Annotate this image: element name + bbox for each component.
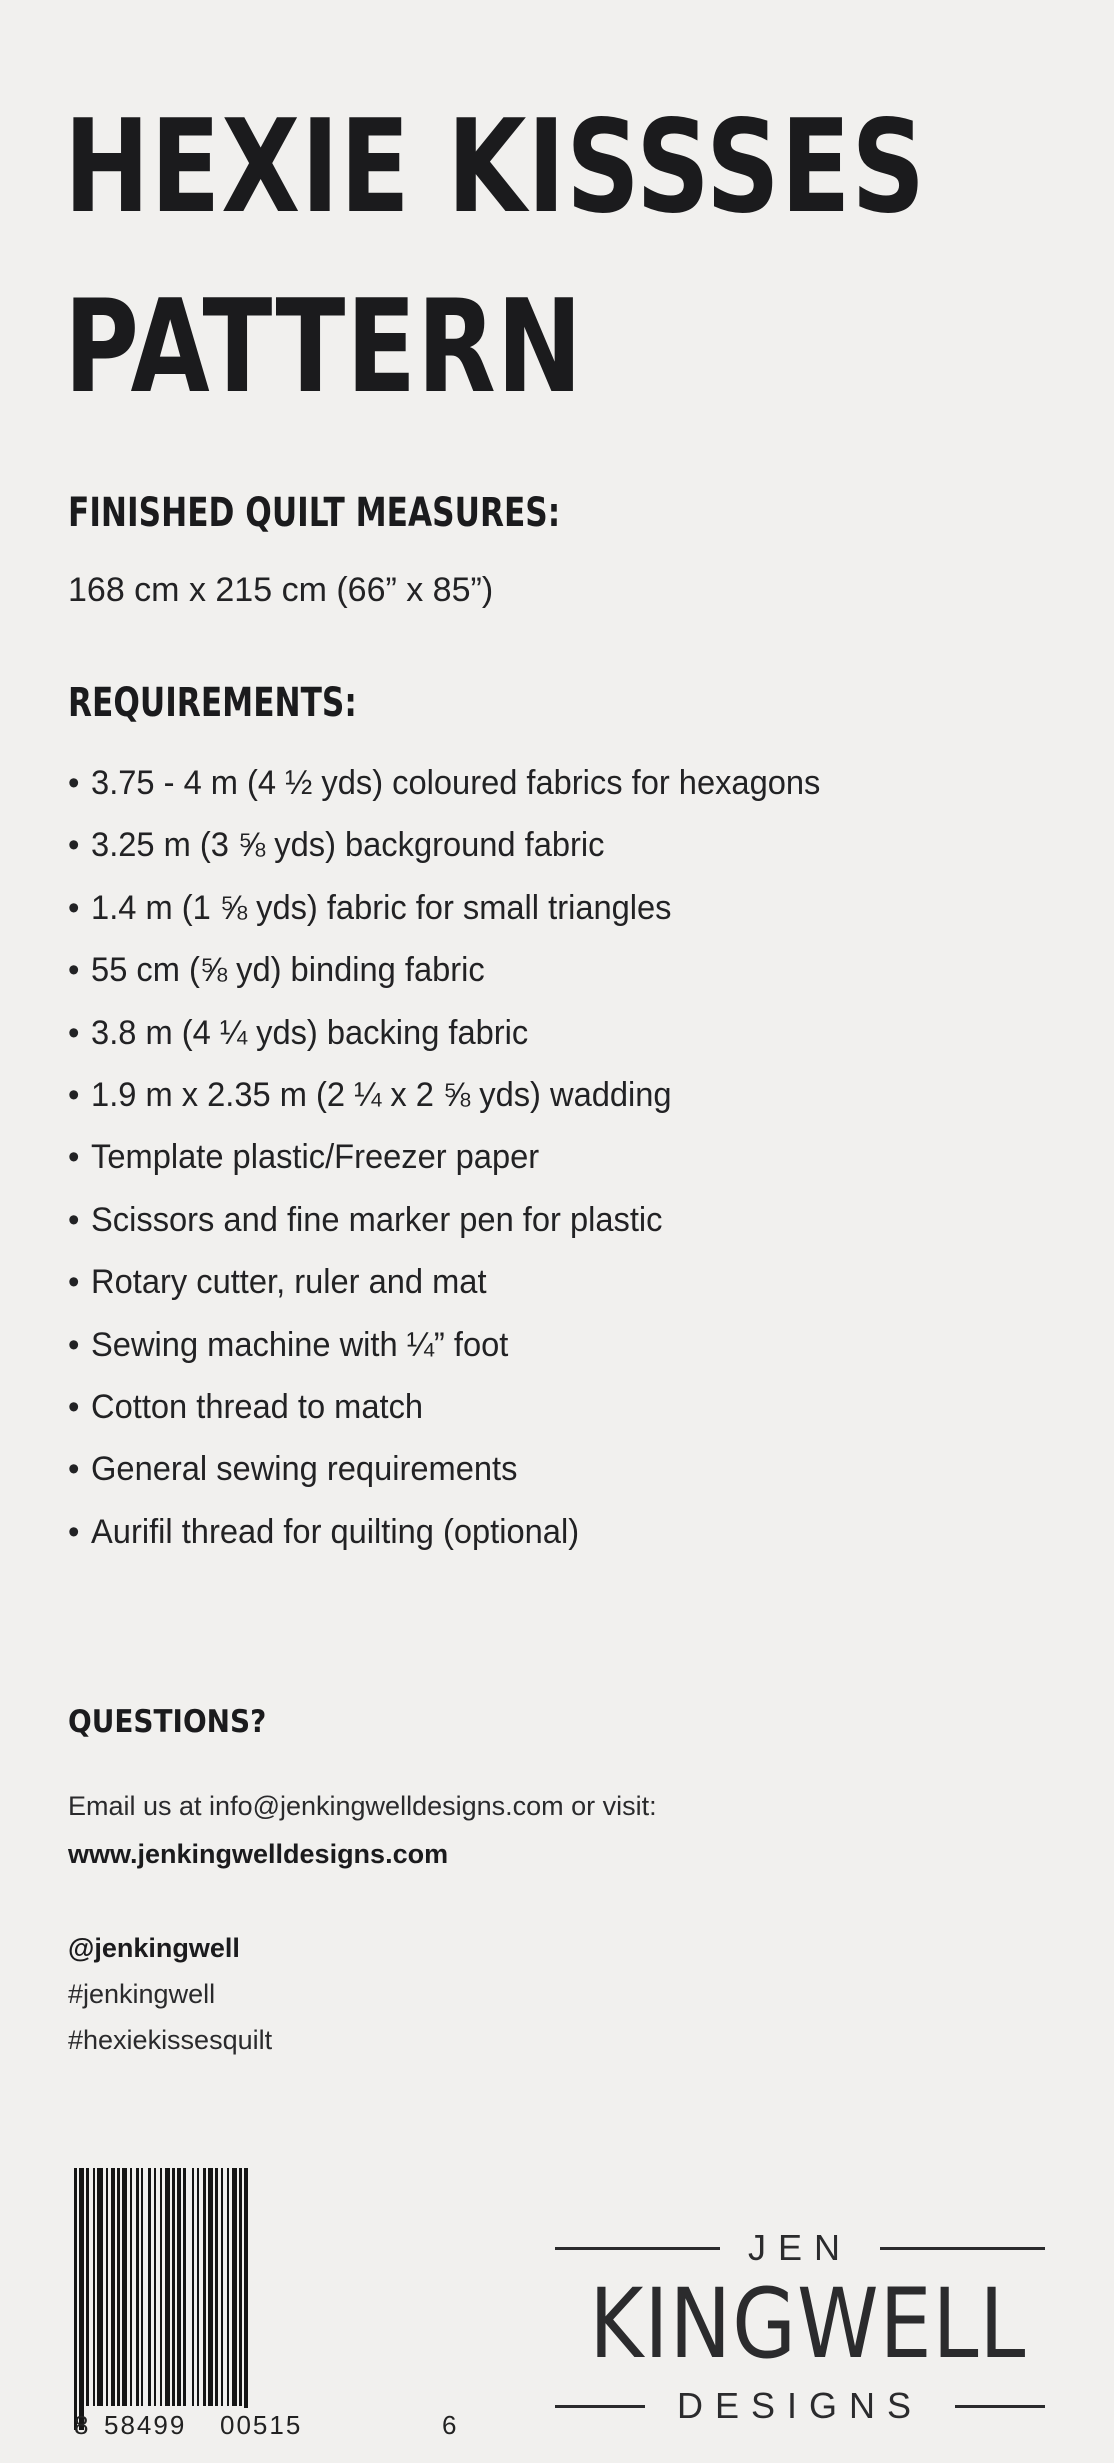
logo-designs: DESIGNS [676,2385,924,2426]
barcode-bar [197,2168,199,2406]
barcode-bar [192,2168,194,2406]
barcode-bar [117,2168,120,2406]
requirement-item: • 3.75 - 4 m (4 ½ yds) coloured fabrics for hexagons [68,752,820,814]
logo-kingwell: KINGWELL [589,2268,1027,2380]
requirements-list [68,752,852,1563]
requirement-item: • Sewing machine with ¼” foot [68,1314,820,1376]
requirement-item: • General sewing requirements [68,1438,820,1500]
barcode-group-1: 58499 [104,2410,187,2438]
requirement-item: • 3.25 m (3 ⅝ yds) background fabric [68,814,820,876]
social-handle[interactable]: @jenkingwell [68,1933,240,1963]
logo-rule [880,2247,1045,2250]
barcode-bar [148,2168,151,2406]
barcode-bar [93,2168,95,2406]
barcode-bar [74,2168,77,2430]
barcode-bar [244,2168,248,2430]
barcode-bar [183,2168,186,2406]
title-line-2: PATTERN [64,273,584,422]
requirement-item: • Rotary cutter, ruler and mat [68,1251,820,1313]
barcode-bar [130,2168,132,2406]
barcode-bars [74,2168,248,2430]
barcode-digit-last: 6 [442,2410,457,2438]
jen-kingwell-logo [555,2228,1045,2428]
bullet: • [68,1325,80,1364]
website-link[interactable]: www.jenkingwelldesigns.com [68,1839,449,1869]
barcode-bar [203,2168,206,2406]
barcode-bar [208,2168,213,2406]
bullet: • [68,1076,80,1115]
requirement-item: • Aurifil thread for quilting (optional) [68,1501,820,1563]
barcode-group-2: 00515 [220,2410,303,2438]
requirement-item: • Template plastic/Freezer paper [68,1126,820,1188]
barcode-bar [111,2168,115,2406]
bullet: • [68,1450,80,1489]
barcode-bar [154,2168,156,2406]
hashtag-jenkingwell[interactable]: #jenkingwell [68,1979,216,2009]
bullet: • [68,951,80,990]
requirement-item: • 55 cm (⅝ yd) binding fabric [68,939,820,1001]
bullet: • [68,1013,80,1052]
barcode-bar [79,2168,84,2430]
barcode-bar [136,2168,139,2406]
requirement-item: • 1.9 m x 2.35 m (2 ¼ x 2 ⅝ yds) wadding [68,1064,820,1126]
barcode-bar [106,2168,108,2406]
requirements-heading: REQUIREMENTS: [68,680,357,726]
requirement-item: • 1.4 m (1 ⅝ yds) fabric for small triangles [68,877,820,939]
logo-jen: JEN [747,2227,852,2268]
barcode-bar [86,2168,89,2406]
title-line-1: HEXIE KISSSES [64,93,926,242]
bullet: • [68,1512,80,1551]
logo-bottom-row [555,2386,1045,2426]
hashtag-hexiekisses[interactable]: #hexiekissesquilt [68,2025,273,2055]
requirement-item: • Cotton thread to match [68,1376,820,1438]
barcode-bar [177,2168,181,2406]
barcode-bar [160,2168,162,2406]
logo-rule [955,2405,1045,2408]
barcode [70,2168,470,2438]
bullet: • [68,826,80,865]
finished-measure: 168 cm x 215 cm (66” x 85”) [68,571,494,609]
barcode-digit-first: 8 [74,2410,89,2438]
bullet: • [68,888,80,927]
bullet: • [68,764,80,802]
barcode-bar [122,2168,127,2406]
barcode-bar [165,2168,170,2406]
logo-top-row [555,2228,1045,2268]
barcode-bar [227,2168,229,2406]
barcode-bar [215,2168,218,2406]
barcode-bar [239,2168,242,2406]
barcode-bar [97,2168,103,2406]
bullet: • [68,1263,80,1302]
bullet: • [68,1388,80,1427]
finished-heading: FINISHED QUILT MEASURES: [68,490,561,536]
questions-heading: QUESTIONS? [68,1704,267,1740]
pattern-title [64,78,926,438]
barcode-bar [232,2168,237,2406]
requirement-item: • Scissors and fine marker pen for plastic [68,1189,820,1251]
bullet: • [68,1200,80,1239]
barcode-bar [221,2168,223,2406]
requirement-item: • 3.8 m (4 ¼ yds) backing fabric [68,1002,820,1064]
barcode-bar [172,2168,175,2406]
barcode-bar [141,2168,143,2406]
bullet: • [68,1138,80,1177]
email-line: Email us at info@jenkingwelldesigns.com or visit: [68,1791,657,1821]
